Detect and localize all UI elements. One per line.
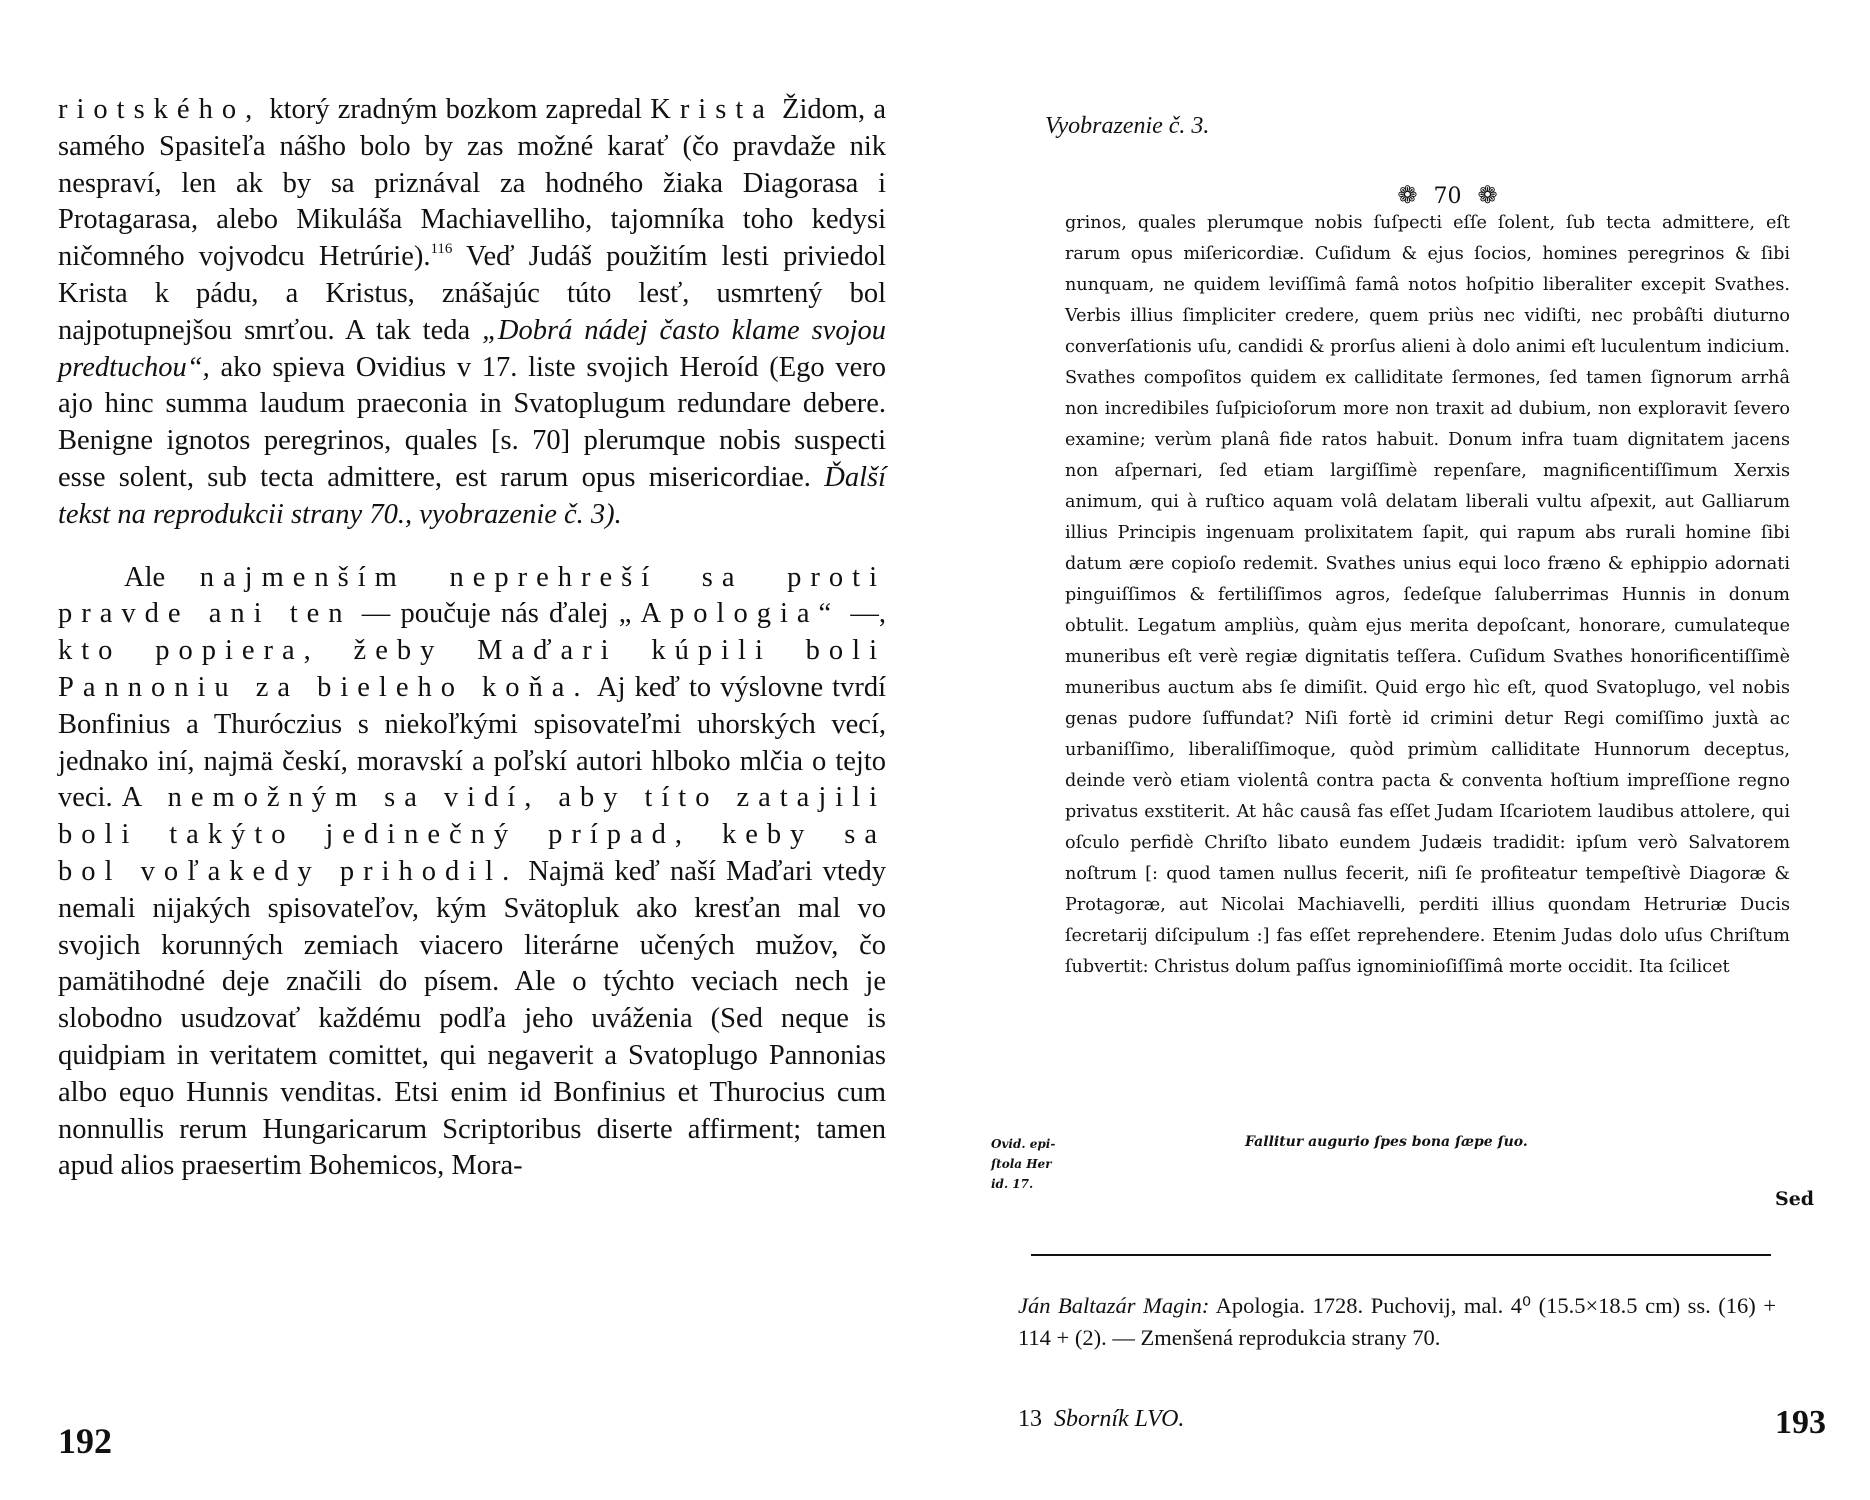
signature-name: Sborník LVO. — [1054, 1406, 1185, 1432]
text-run: Najmä keď naší Maďari vtedy nemali nijakých spisovateľov, kým Svätopluk ako kresťan mal vo svojich korunných zemiach viacero literárne učených mužov, čo pamätihodné deje značili do písem. Ale o týchto veciach nech je slobodno usudzovať každému podľa jeho uváženia (Sed neque is quidpiam in veritatem comittet, qui negaverit a Svatoplugo Pannonias albo equo Hunnis venditas. Etsi enim id Bonfinius et Thurocius cum nonnullis rerum Hungaricarum Scriptoribus diserte affirment; tamen apud alios praesertim Bohemicos, Mora- — [58, 855, 886, 1182]
spaced-text: kto popiera, žeby Maďari kúpili boli Pannoniu za bieleho koňa. — [58, 635, 886, 703]
reference-italic: Ďalší tekst na reprodukcii strany 70., vyobrazenie č. 3). — [58, 461, 886, 530]
caption-text: Apologia. 1728. Puchovij, mal. 4⁰ (15.5×18.5 cm) ss. (16) + 114 + (2). — Zmenšená reprodukcia strany 70. — [1018, 1293, 1777, 1350]
text-run: Aj keď to výslovne tvrdí Bonfinius a Thuróczius s niekoľkými spisovateľmi uhorských vecí, jednako iní, najmä českí, moravskí a poľskí autori hlboko mlčia o tejto veci. — [58, 671, 887, 814]
margin-note — [991, 1134, 1101, 1194]
ornament-icon: ❁ — [1397, 181, 1418, 209]
quote-italic: „Dobrá nádej často klame svojou predtuchou“, — [58, 314, 887, 383]
reproduction-page — [1065, 182, 1790, 983]
divider — [1031, 1254, 1771, 1256]
margin-note-line: ſtola Her — [991, 1157, 1052, 1171]
spaced-text: najmenším neprehreší sa proti pravde ani ten — [58, 561, 886, 630]
reproduction-text: grinos, quales plerumque nobis ſuſpecti eſſe ſolent, ſub tecta admittere, eſt rarum opus miſericordiæ. Cuſidum & ejus ſocios, homines peregrinos & ſibi nunquam, ne quidem leviſſimâ famâ notos hoſpitio liberaliter excepit Svathes. Verbis illius ſimpliciter credere, quem priùs nec vidiſti, nec probâſti diuturno converſationis uſu, candidi & prorſus alieni à dolo animi eſt luculentum indicium. Svathes compoſitos quidem ex calliditate ſermones, ſed tamen ſignorum arrhâ non incredibiles ſuſpicioſorum more non traxit ad dubium, non exploravit ſevero examine; verùm planâ fide ratos habuit. Donum infra tuam dignitatem jacens non aſpernari, ſed etiam largiſſimè repenſare, magnificentiſſimum Xerxis animum, qui à ruſtico aquam volâ delatam liberali vultu aſpexit, aut Galliarum illius Principis ingenuam prolixitatem ſapit, qui rapum abs rurali homine ſibi datum ære copioſo redemit. Svathes unius equi loco fræno & ephippio adornati pinguiſſimos & fertiliſſimos agros, ſedeſque ſaluberrimas Hunnis in donum obtulit. Legatum ampliùs, quàm ejus merita depoſcant, honorare, cumulateque muneribus eſt verè regiæ dignitatis teſſera. Cuſidum Svathes honorificentiſſimè muneribus auctum abs ſe dimiſit. Quid ergo hìc eſt, quod Svatoplugo, vel nobis genas pudore ſuffundat? Niſi fortè id crimini detur Regi comiſſimo juxtà ac urbaniſſimo, liberaliſſimoque, quòd primùm calliditate Hunnorum deceptus, deinde verò etiam violentâ contra pacta & conventa hoſtium impreſſione regno privatus exstiterit. At hâc causâ fas eſſet Judam Iſcariotem laudibus attolere, qui oſculo perfidè Chriſto libato eundem Judæis tradidit: ipſum verò Salvatorem noſtrum [: quod tamen nullus fecerit, niſi ſe profiteatur tempeſtivè Diagoræ & Protagoræ, aut Nicolai Machiavelli, perditi illius quondam Hetruriæ Ducis ſecretarij diſcipulum :] fas eſſet reprehendere. Etenim Judas dolo uſus Chriſtum ſubvertit: Christus dolum paſſus ignominioſiſſimâ morte occidit. Ita ſcilicet — [1065, 213, 1790, 977]
right-page — [935, 0, 1870, 1500]
text-run: ktorý zradným bozkom zapredal — [261, 94, 651, 125]
text-run: — poučuje nás ďalej — [351, 598, 619, 630]
text-run: Židom, a samého Spasiteľa nášho bolo by zas možné karať (čo pravdaže nik nespraví, len ak by sa priznával za hodného žiaka Diagorasa i Protagarasa, alebo Mikuláša Machiavelliho, tajomníka toho kedysi ničomného vojvodcu Hetrúrie). — [58, 94, 886, 273]
bibliographic-caption — [1018, 1290, 1776, 1354]
margin-note-line: Ovid. epi- — [991, 1137, 1056, 1151]
page-number: 192 — [58, 1421, 112, 1461]
paragraph-1 — [58, 92, 886, 534]
page-number: 193 — [1775, 1404, 1826, 1441]
figure-caption: Vyobrazenie č. 3. — [1045, 113, 1210, 139]
text-run: Ale — [124, 561, 200, 593]
signature-number: 13 — [1018, 1406, 1042, 1432]
motto: Fallitur augurio ſpes bona ſæpe ſuo. — [1245, 1134, 1528, 1150]
spaced-text: A nemožným sa vidí, aby títo zatajili boli takýto jedinečný prípad, keby sa bol voľakedy prihodil. — [58, 782, 886, 887]
text-run: —, — [840, 598, 886, 630]
spaced-text: „Apologia“ — [618, 598, 841, 630]
spaced-text: riotského, — [58, 94, 262, 125]
paragraph-2 — [58, 560, 886, 1186]
catchword: Sed — [1775, 1188, 1815, 1210]
caption-author: Ján Baltazár Magin: — [1018, 1293, 1210, 1318]
footnote-marker: 116 — [430, 241, 453, 258]
margin-note-line: id. 17. — [991, 1177, 1034, 1191]
reproduction-page-number: 70 — [1433, 184, 1462, 209]
spaced-text: Krista — [650, 94, 774, 125]
ornament-icon: ❁ — [1477, 181, 1498, 209]
text-run: Veď Judáš použitím lesti priviedol Krista k pádu, a Kristus, znášajúc túto lesť, usmrtený bol najpotupnejšou smrťou. A tak teda — [58, 241, 886, 346]
signature-mark — [1018, 1406, 1184, 1433]
reproduction-header — [1105, 182, 1790, 208]
left-page-body — [58, 92, 886, 1185]
text-run: ako spieva Ovidius v 17. liste svojich Heroíd (Ego vero ajo hinc summa laudum praeconia in Svatoplugum redundare debere. Benigne ignotos peregrinos, quales [s. 70] plerumque nobis suspecti esse solent, sub tecta admittere, est rarum opus misericordiae. — [58, 351, 886, 493]
